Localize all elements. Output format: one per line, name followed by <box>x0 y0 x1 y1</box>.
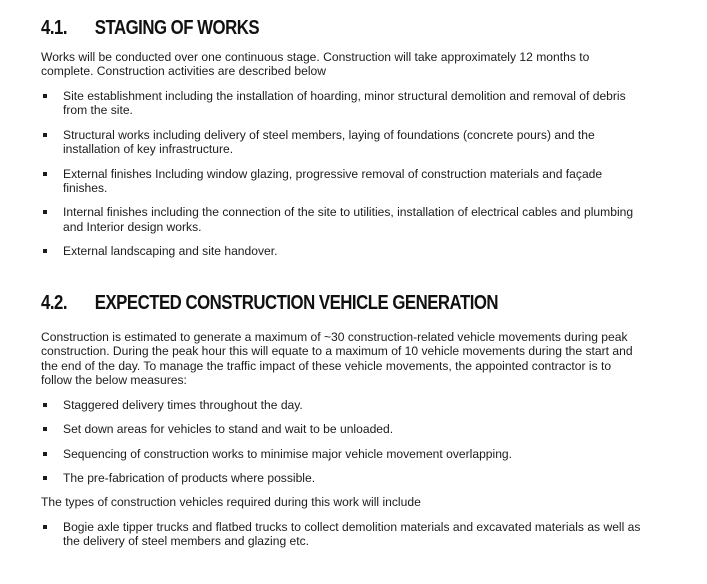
bullet-icon <box>43 172 47 176</box>
section-number: 4.1. <box>41 17 68 39</box>
measures-bullet-list <box>41 398 641 496</box>
bullet-icon <box>43 210 47 214</box>
list-item: Sequencing of construction works to minimise major vehicle movement overlapping. <box>41 447 641 461</box>
bullet-icon <box>43 427 47 431</box>
section-heading-vehicle-generation <box>41 292 498 314</box>
vehicle-intro-paragraph: Construction is estimated to generate a maximum of ~30 construction-related vehicle movements during peak construction. During the peak hour this will equate to a maximum of 10 vehicle movements during the start and the end of the day. To manage the traffic impact of these vehicle movements, the appointed contractor is to follow the below measures: <box>41 330 633 387</box>
section-title: EXPECTED CONSTRUCTION VEHICLE GENERATION <box>94 292 499 314</box>
list-item: Internal finishes including the connection of the site to utilities, installation of electrical cables and plumbing and Interior design works. <box>41 205 641 234</box>
list-item: Staggered delivery times throughout the day. <box>41 398 641 412</box>
bullet-icon <box>43 476 47 480</box>
list-item: Set down areas for vehicles to stand and wait to be unloaded. <box>41 422 641 436</box>
list-item: Structural works including delivery of steel members, laying of foundations (concrete pours) and the installation of key infrastructure. <box>41 128 641 157</box>
bullet-icon <box>43 133 47 137</box>
staging-bullet-list <box>41 89 641 269</box>
bullet-icon <box>43 525 47 529</box>
section-title: STAGING OF WORKS <box>94 17 260 39</box>
list-item: External landscaping and site handover. <box>41 244 641 258</box>
section-heading-staging <box>41 17 259 39</box>
vehicle-types-intro: The types of construction vehicles required during this work will include <box>41 495 421 509</box>
bullet-icon <box>43 403 47 407</box>
bullet-icon <box>43 452 47 456</box>
list-item: External finishes Including window glazing, progressive removal of construction materials and façade finishes. <box>41 167 641 196</box>
vehicle-types-bullet-list <box>41 520 641 549</box>
list-item: Bogie axle tipper trucks and flatbed trucks to collect demolition materials and excavated materials as well as the delivery of steel members and glazing etc. <box>41 520 641 549</box>
bullet-icon <box>43 94 47 98</box>
bullet-icon <box>43 249 47 253</box>
list-item: Site establishment including the installation of hoarding, minor structural demolition and removal of debris from the site. <box>41 89 641 118</box>
staging-intro-paragraph: Works will be conducted over one continuous stage. Construction will take approximately 12 months to complete. Construction activities are described below <box>41 50 590 79</box>
list-item: The pre-fabrication of products where possible. <box>41 471 641 485</box>
section-number: 4.2. <box>41 292 68 314</box>
